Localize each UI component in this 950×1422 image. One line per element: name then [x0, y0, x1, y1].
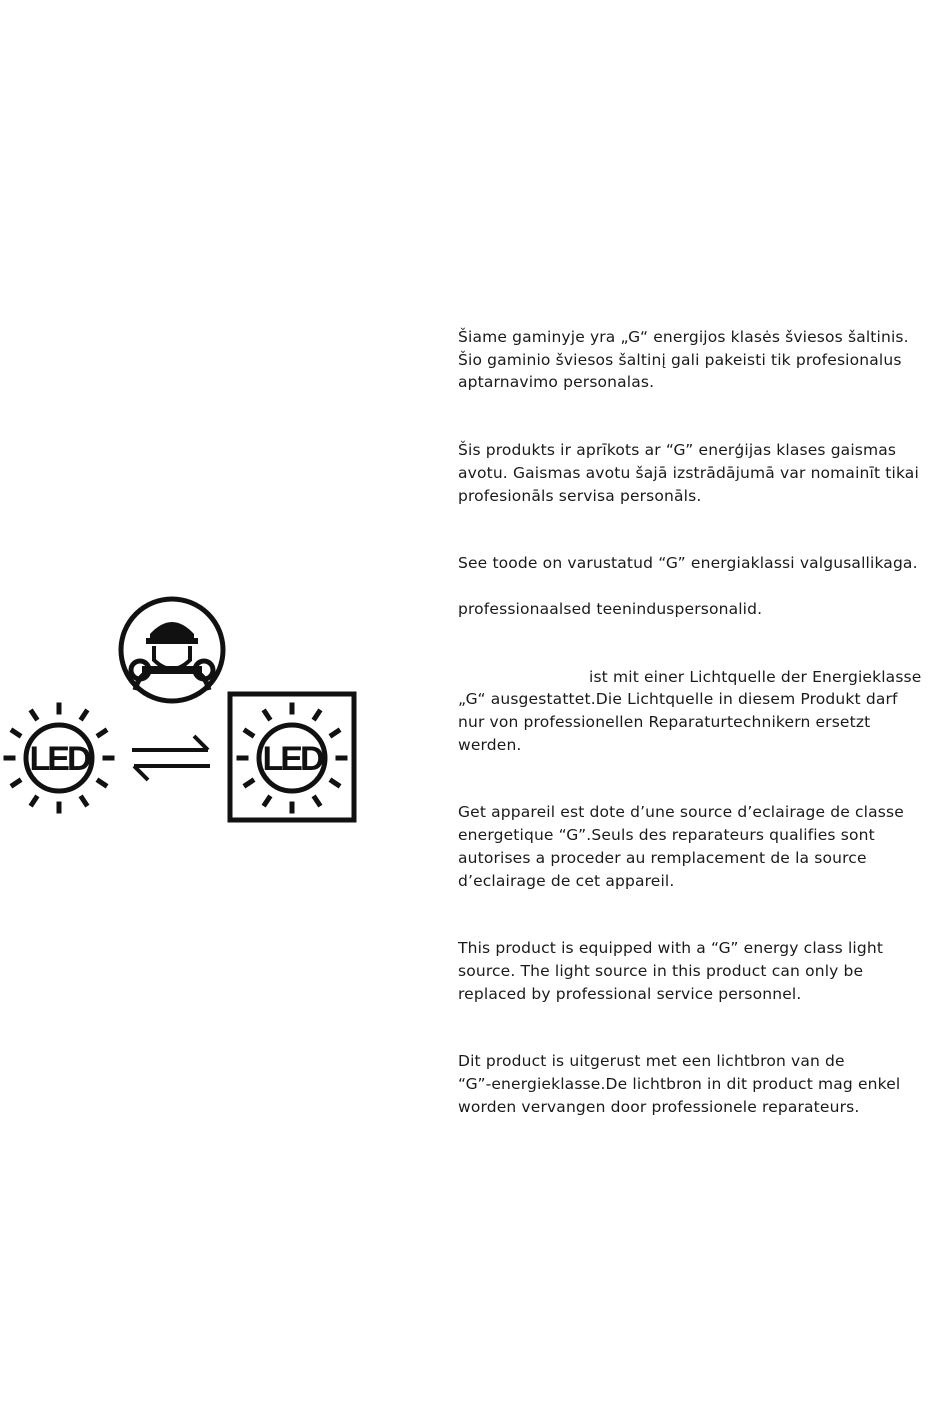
led-label: LED [29, 740, 89, 778]
paragraph-dutch: Dit product is uitgerust met een lichtbron van de “G”-energieklasse.De lichtbron in dit product mag enkel worden vervangen door professionele reparateurs. [458, 1052, 901, 1116]
led-label-boxed: LED [262, 740, 322, 778]
paragraph-latvian: Šis produkts ir aprīkots ar “G” enerģijas klases gaismas avotu. Gaismas avotu šajā izstrādājumā var nomainīt tikai profesionāls servisa personāls. [458, 441, 919, 505]
led-replacement-illustration [0, 590, 370, 830]
paragraph-lithuanian: Šiame gaminyje yra „G“ energijos klasės šviesos šaltinis. Šio gaminio šviesos šaltinį gali pakeisti tik profesionalus aptarnavimo personalas. [458, 328, 909, 392]
led-bulb-boxed-icon [239, 705, 345, 811]
paragraph-estonian-line1: See toode on varustatud “G” energiaklassi valgusallikaga. [458, 554, 918, 573]
technician-icon [121, 599, 223, 701]
swap-arrows-icon [132, 736, 210, 780]
paragraph-english: This product is equipped with a “G” energy class light source. The light source in this product can only be replaced by professional service personnel. [458, 939, 884, 1003]
multilingual-notice [458, 326, 948, 1118]
led-bulb-icon [6, 705, 112, 811]
paragraph-german [458, 666, 948, 757]
paragraph-estonian-line2: professionaalsed teeninduspersonalid. [458, 599, 763, 618]
paragraph-german-first-line: ist mit einer Lichtquelle der Energieklasse [589, 667, 922, 686]
paragraph-french: Get appareil est dote d’une source d’eclairage de classe energetique “G”.Seuls des reparateurs qualifies sont autorises a proceder au remplacement de la source d’eclairage de cet appareil. [458, 803, 904, 890]
paragraph-german-rest: „G“ ausgestattet.Die Lichtquelle in diesem Produkt darf nur von professionellen Reparaturtechnikern ersetzt werden. [458, 690, 898, 754]
